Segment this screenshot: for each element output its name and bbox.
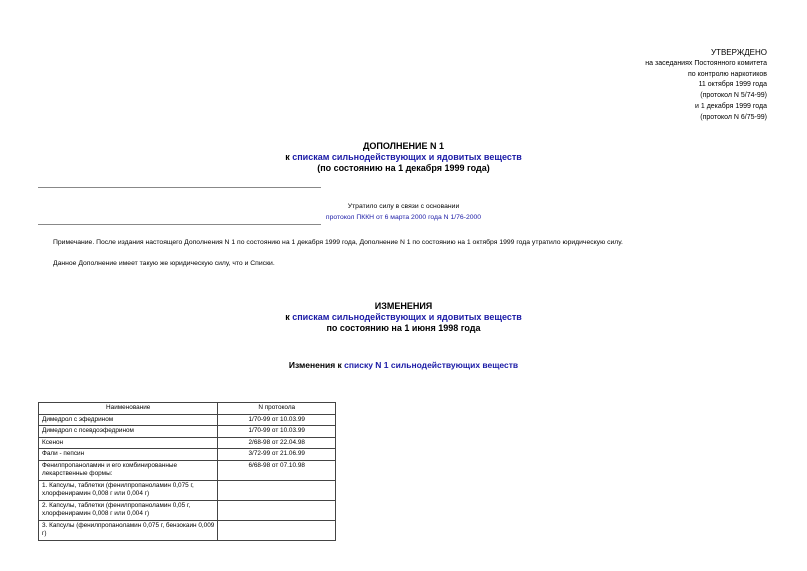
cell-protocol [218, 520, 336, 540]
cell-protocol: 1/70-99 от 10.03.99 [218, 414, 336, 426]
cell-protocol: 1/70-99 от 10.03.99 [218, 426, 336, 438]
lost-force-note [280, 202, 527, 223]
supplement-title [0, 141, 807, 174]
approval-stamp [645, 48, 767, 124]
list1-link[interactable]: списку N 1 сильнодействующих веществ [344, 360, 519, 370]
changes-subtitle [0, 360, 807, 370]
approval-line: 11 октября 1999 года [698, 81, 767, 89]
substances-table [38, 402, 336, 541]
title-prefix: к [285, 152, 293, 162]
supplement-title-line1: ДОПОЛНЕНИЕ N 1 [363, 141, 444, 151]
lists-link[interactable]: спискам сильнодействующих и ядовитых веществ [292, 312, 522, 322]
table-header-row [39, 403, 336, 415]
cell-name: 3. Капсулы (фенилпропаноламин 0,075 г, бензокаин 0,009 г) [39, 520, 218, 540]
title-prefix: к [285, 312, 293, 322]
divider-bottom [38, 224, 321, 225]
cell-name: 1. Капсулы, таблетки (фенилпропаноламин 0,075 г, хлорфенирамин 0,008 г или 0,004 г) [39, 480, 218, 500]
subtitle-prefix: Изменения к [288, 360, 345, 370]
cell-name: Фенилпропаноламин и его комбинированные лекарственные формы: [39, 460, 218, 480]
cell-protocol: 2/68-98 от 22.04.98 [218, 437, 336, 449]
table-row [39, 414, 336, 426]
changes-title-line1: ИЗМЕНЕНИЯ [374, 301, 433, 311]
cell-name: Димедрол с псевдоэфедрином [39, 426, 218, 438]
cell-protocol [218, 500, 336, 520]
column-header-protocol: N протокола [218, 403, 336, 415]
supplement-title-line2 [0, 152, 807, 163]
note-paragraph-legal: Данное Дополнение имеет такую же юридическую силу, что и Списки. [53, 260, 275, 267]
note-paragraph: Примечание. После издания настоящего Дополнения N 1 по состоянию на 1 декабря 1999 года, Дополнение N 1 по состоянию на 1 октября 1999 года утратило юридическую силу. [53, 239, 623, 246]
changes-title-line2 [0, 312, 807, 323]
table-row [39, 460, 336, 480]
cell-protocol [218, 480, 336, 500]
cell-name: Ксенон [39, 437, 218, 449]
protocol-link[interactable]: протокол ПККН от 6 марта 2000 года N 1/76-2000 [325, 213, 482, 221]
table-row [39, 480, 336, 500]
approval-line: и 1 декабря 1999 года [695, 102, 767, 110]
lost-force-text: Утратило силу в связи с основании [347, 203, 460, 210]
cell-protocol: 3/72-99 от 21.06.99 [218, 449, 336, 461]
divider-top [38, 187, 321, 188]
table-row [39, 520, 336, 540]
lists-link[interactable]: спискам сильнодействующих и ядовитых веществ [292, 152, 522, 162]
column-header-name: Наименование [39, 403, 218, 415]
supplement-title-line3: (по состоянию на 1 декабря 1999 года) [317, 163, 490, 173]
cell-name: 2. Капсулы, таблетки (фенилпропаноламин 0,05 г, хлорфенирамин 0,008 г или 0,004 г) [39, 500, 218, 520]
cell-name: Димедрол с эфедрином [39, 414, 218, 426]
table-row [39, 500, 336, 520]
approval-line: по контролю наркотиков [687, 70, 767, 78]
changes-title-line3: по состоянию на 1 июня 1998 года [326, 323, 481, 333]
table-row [39, 449, 336, 461]
approval-heading: УТВЕРЖДЕНО [710, 48, 767, 57]
cell-name: Фали - пепсин [39, 449, 218, 461]
table-row [39, 437, 336, 449]
cell-protocol: 6/68-98 от 07.10.98 [218, 460, 336, 480]
approval-line: (протокол N 6/75-99) [700, 113, 767, 121]
table-row [39, 426, 336, 438]
approval-line: на заседаниях Постоянного комитета [645, 59, 767, 67]
approval-line: (протокол N 5/74-99) [700, 92, 767, 100]
changes-title [0, 301, 807, 334]
